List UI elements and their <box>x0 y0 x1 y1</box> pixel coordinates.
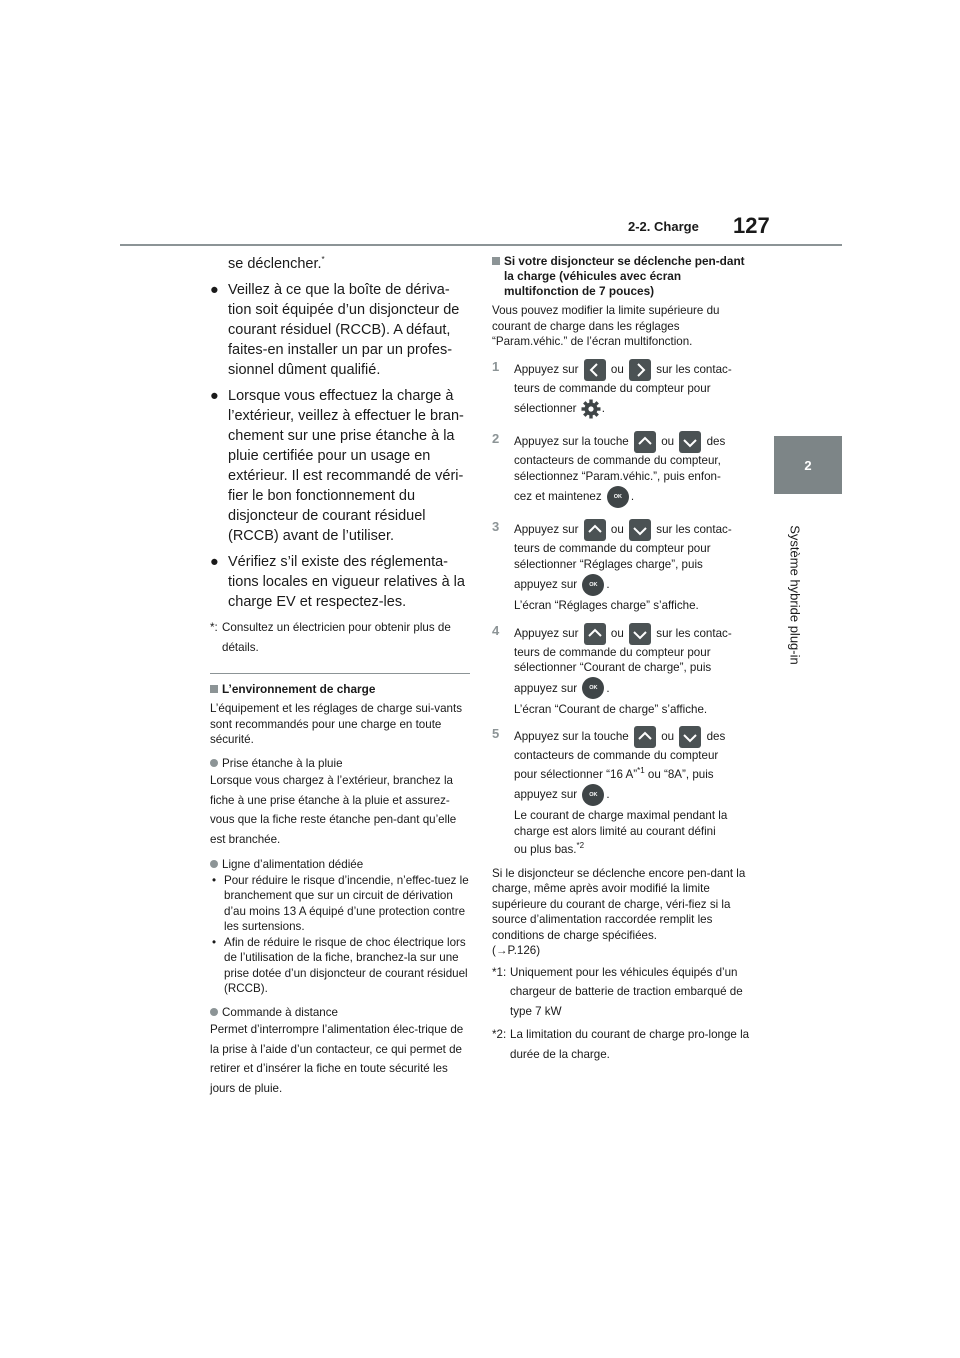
gear-icon <box>580 398 602 420</box>
section-divider <box>210 673 470 674</box>
subheading: Commande à distance <box>210 1005 470 1021</box>
footnote: *2: La limitation du courant de charge pro-longe la durée de la charge. <box>492 1028 750 1061</box>
bullet-dot-icon: ● <box>210 388 219 404</box>
dash-item: • Afin de réduire le risque de choc électrique lors de l’utilisation de la fiche, branchez-la sur une prise dotée d’un disjoncteur de courant résiduel (RCCB). <box>212 935 468 995</box>
square-bullet-icon <box>210 685 218 693</box>
step-1: 1 Appuyez sur ou sur les contac-teurs de commande du compteur pour sélectionner . <box>492 359 750 423</box>
chapter-tab <box>774 436 842 494</box>
ok-button-icon: OK <box>607 486 629 508</box>
circle-bullet-icon <box>210 759 218 767</box>
bullet-item: ● Veillez à ce que la boîte de dériva-tion soit équipée d’un disjoncteur de courant résiduel (RCCB). A défaut, faites-en installer un par un profes-sionnel dûment qualifié. <box>210 282 460 378</box>
bullet-dot-icon: ● <box>210 554 219 570</box>
chapter-label <box>772 500 818 690</box>
bullet-item: ● Lorsque vous effectuez la charge à l’extérieur, veillez à effectuer le bran-chement sur une prise étanche à la pluie certifiée pour un usage en extérieur. Il est recommandé de véri-fier le bon fonctionnement du disjoncteur de courant résiduel (RCCB) avant de l’utiliser. <box>210 388 464 544</box>
chevron-right-icon <box>629 359 651 381</box>
intro-paragraph: L’équipement et les réglages de charge sui-vants sont recommandés pour une charge en toute sécurité. <box>210 702 462 746</box>
ok-button-icon: OK <box>582 574 604 596</box>
chevron-down-icon <box>679 726 701 748</box>
footnote: *: Consultez un électricien pour obtenir plus de détails. <box>210 621 451 654</box>
bullet-dot-icon: ● <box>210 282 219 298</box>
chevron-up-icon <box>634 726 656 748</box>
chapter-number: 2 <box>804 457 812 473</box>
header-rule <box>120 244 842 246</box>
ok-button-icon: OK <box>582 784 604 806</box>
chevron-up-icon <box>584 623 606 645</box>
square-bullet-icon <box>492 257 500 265</box>
paragraph: Permet d’interrompre l’alimentation élec-trique de la prise à l’aide d’un contacteur, ce qui permet de retirer et d’insérer la fiche en toute sécurité les jours de pluie. <box>210 1023 464 1095</box>
chevron-down-icon <box>679 431 701 453</box>
paragraph: Si le disjoncteur se déclenche encore pen-dant la charge, même après avoir modifié la limite supérieure du courant de charge, véri-fiez si la source d’alimentation raccordée remplit les conditions de charge spécifiées. (→P.126) <box>492 866 746 957</box>
step-2: 2 Appuyez sur la touche ou des contacteurs de commande du compteur, sélectionnez “Param.véhic.”, puis enfon- cez et maintenez OK . <box>492 431 750 510</box>
chevron-up-icon <box>634 431 656 453</box>
chapter-label-text: Système hybride plug-in <box>787 525 803 665</box>
bullet-item: ● Vérifiez s’il existe des réglementa-tions locales en vigueur relatives à la charge EV et respectez-les. <box>210 554 465 610</box>
circle-bullet-icon <box>210 860 218 868</box>
ok-button-icon: OK <box>582 677 604 699</box>
subheading: Ligne d’alimentation dédiée <box>210 857 470 873</box>
step-4: 4 Appuyez sur ou sur les contac-teurs de commande du compteur pour sélectionner “Courant de charge”, puis appuyez sur OK . L’écran “Courant de charge” s’affiche. <box>492 622 732 716</box>
step-5: 5 Appuyez sur la touche ou des contacteurs de commande du compteur pour sélectionner “16 A”$^{*1}$ ou “8A”, puis appuyez sur OK . Le courant de charge maximal pendant la charge est alors limité au courant défini ou plus bas.$^{*2}$ <box>492 726 728 856</box>
chevron-down-icon <box>629 519 651 541</box>
chevron-up-icon <box>584 519 606 541</box>
intro-paragraph: Vous pouvez modifier la limite supérieure du courant de charge dans les réglages “Param.véhic.” de l’écran multifonction. <box>492 304 720 348</box>
subheading: Prise étanche à la pluie <box>210 756 470 772</box>
paragraph: Lorsque vous chargez à l’extérieur, branchez la fiche à une prise étanche à la pluie et assurez-vous que la fiche reste étanche pen-dant qu’elle est branchée. <box>210 774 457 846</box>
section-title: 2-2. Charge <box>628 219 699 234</box>
section-heading: Si votre disjoncteur se déclenche pen-dant la charge (véhicules avec écran multifonction de 7 pouces) <box>492 254 750 299</box>
left-column <box>210 254 470 1102</box>
page-reference: (→P.126) <box>492 944 541 957</box>
section-heading: L’environnement de charge <box>210 682 470 697</box>
page-number: 127 <box>733 213 770 238</box>
continued-text: se déclencher.* <box>228 255 325 272</box>
right-column <box>492 254 750 1064</box>
chevron-left-icon <box>584 359 606 381</box>
dash-item: • Pour réduire le risque d’incendie, n’effec-tuez le branchement que sur un circuit de dérivation d’au moins 13 A équipé d’une protection contre les surtensions. <box>212 873 469 933</box>
step-3: 3 Appuyez sur ou sur les contac-teurs de commande du compteur pour sélectionner “Réglages charge”, puis appuyez sur OK . L’écran “Réglages charge” s’affiche. <box>492 519 732 612</box>
chevron-down-icon <box>629 623 651 645</box>
circle-bullet-icon <box>210 1008 218 1016</box>
footnote: *1: Uniquement pour les véhicules équipés d’un chargeur de batterie de traction embarqué de type 7 kW <box>492 965 743 1018</box>
